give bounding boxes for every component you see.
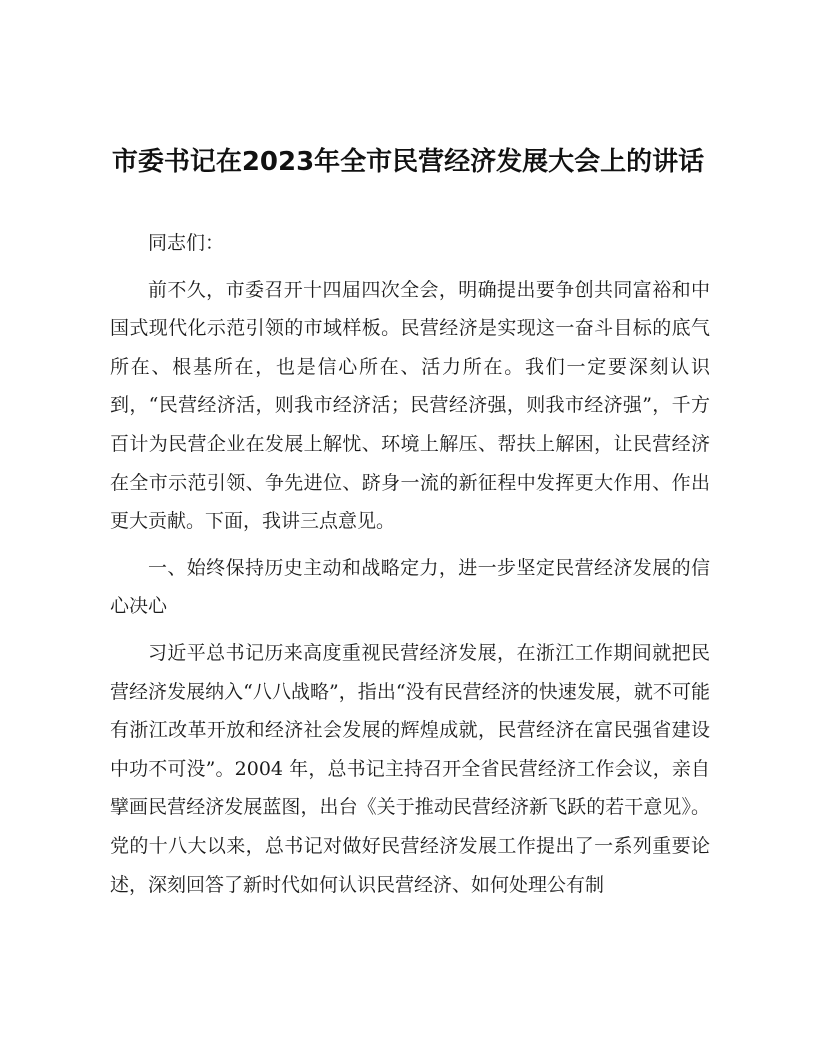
paragraph-section-1: 习近平总书记历来高度重视民营经济发展，在浙江工作期间就把民营经济发展纳入“八八战略”，指出“没有民营经济的快速发展，就不可能有浙江改革开放和经济社会发展的辉煌成就，民营经济在富民强省建设中功不可没”。2004 年，总书记主持召开全省民营经济工作会议，亲自擘画民营经济发展蓝图，出台《关于推动民营经济新飞跃的若干意见》。党的十八大以来，总书记对做好民营经济发展工作提出了一系列重要论述，深刻回答了新时代如何认识民营经济、如何处理公有制 (110, 641, 710, 896)
document-title: 市委书记在2023年全市民营经济发展大会上的讲话 (111, 147, 705, 177)
paragraph-intro: 前不久，市委召开十四届四次全会，明确提出要争创共同富裕和中国式现代化示范引领的市域样板。民营经济是实现这一奋斗目标的底气所在、根基所在，也是信心所在、活力所在。我们一定要深刻认识到，“民营经济活，则我市经济活；民营经济强，则我市经济强”，千方百计为民营企业在发展上解忧、环境上解压、帮扶上解困，让民营经济在全市示范引领、争先进位、跻身一流的新征程中发挥更大作用、作出更大贡献。下面，我讲三点意见。 (110, 278, 710, 533)
document-body (110, 224, 710, 912)
section-heading-1: 一、始终保持历史主动和战略定力，进一步坚定民营经济发展的信心决心 (110, 556, 710, 618)
salutation: 同志们： (148, 232, 225, 254)
